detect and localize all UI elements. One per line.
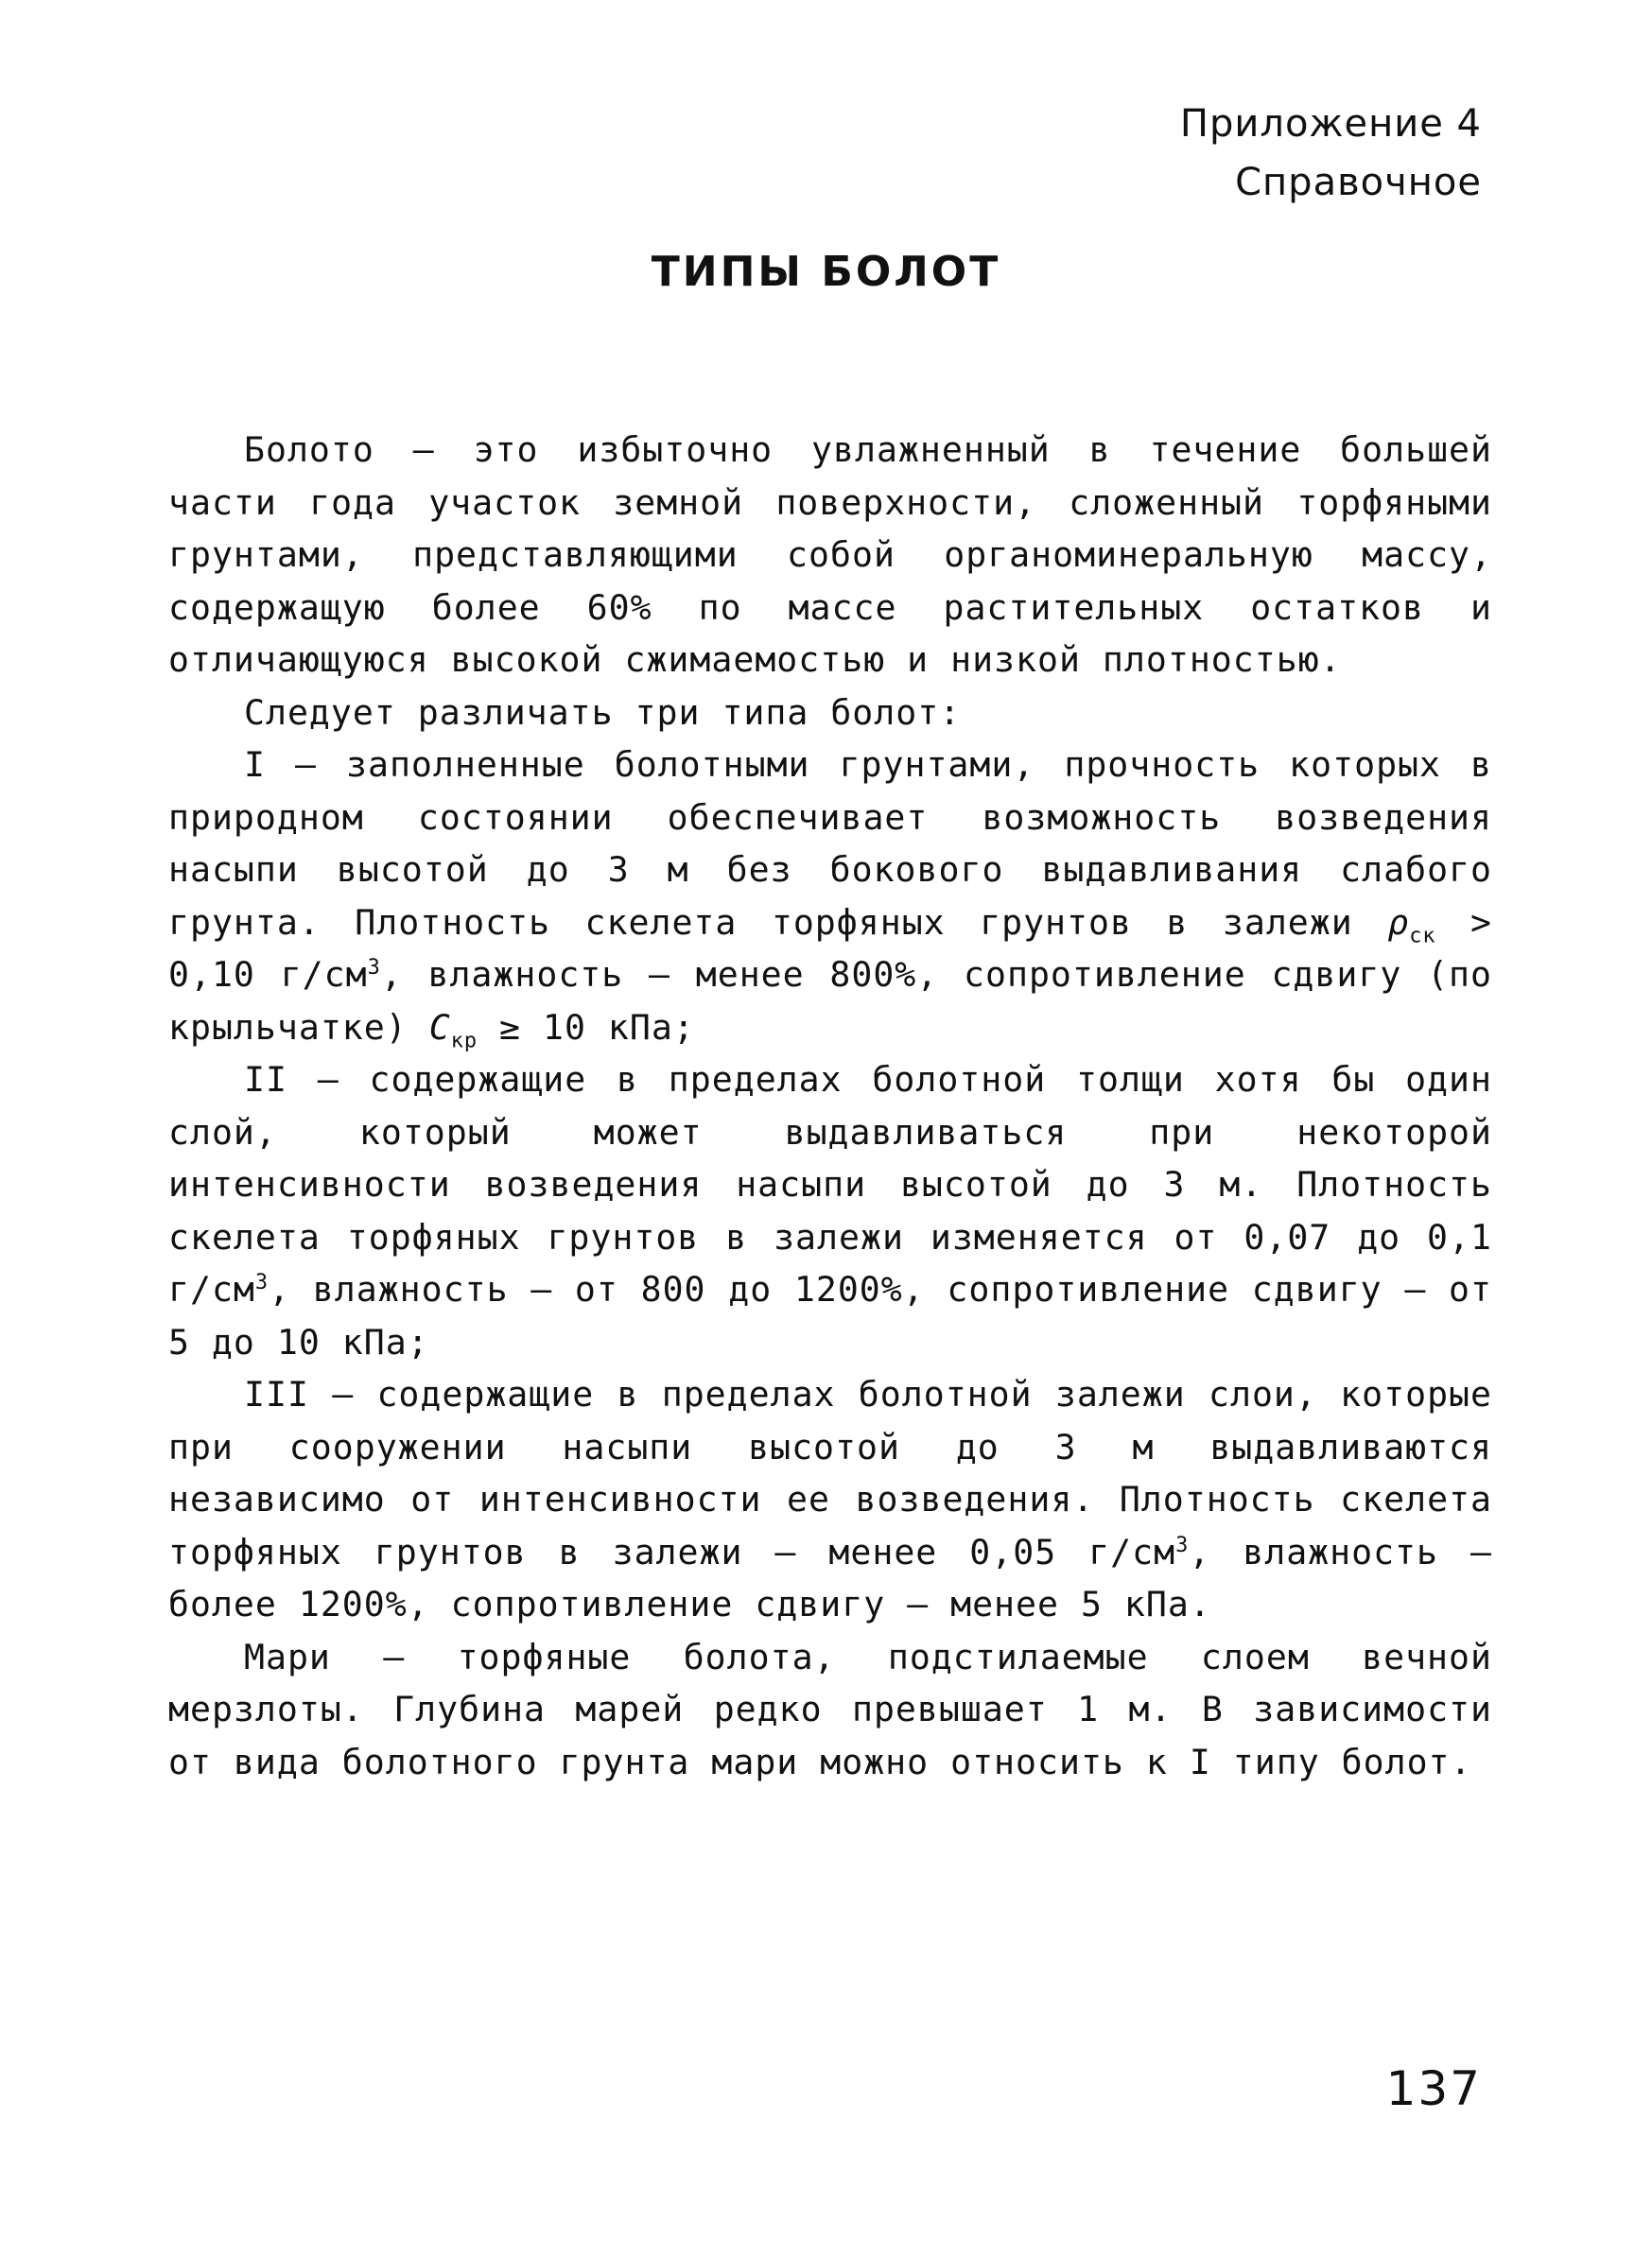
type3-text-a: III – содержащие в пределах болотной залежи слои, которые при сооружении насыпи высотой до 3 м выдавливаются независимо от интенсивности ее возведения. Плотность скелета торфяных грунтов в залежи – менее 0,05 г/см [168, 1374, 1492, 1572]
rho-symbol: ρ [1387, 901, 1410, 943]
page-title: ТИПЫ БОЛОТ [651, 248, 1001, 296]
type1-text-b: > 0,10 г/см [168, 901, 1492, 995]
appendix-header [1180, 95, 1482, 212]
type3-text-b: , влажность – более 1200%, сопротивление сдвигу – менее 5 кПа. [168, 1531, 1492, 1624]
type1-text-c: , влажность – менее 800%, сопротивление сдвигу (по крыльчатке) [168, 954, 1492, 1048]
body-text [168, 424, 1492, 1788]
paragraph-type-1 [168, 738, 1492, 1053]
paragraph-intro: Следует различать три типа болот: [244, 691, 962, 733]
page-number: 137 [1385, 2061, 1482, 2116]
type1-text-d: ≥ 10 кПа; [478, 1006, 695, 1048]
c-subscript: кр [450, 1028, 478, 1052]
paragraph-type-2 [168, 1053, 1492, 1368]
paragraph-mari: Мари – торфяные болота, подстилаемые слоем вечной мерзлоты. Глубина марей редко превышает 1 м. В зависимости от вида болотного грунта мари можно относить к I типу болот. [168, 1636, 1492, 1782]
type2-superscript: 3 [254, 1270, 270, 1294]
paragraph-type-3 [168, 1368, 1492, 1631]
appendix-type: Справочное [1235, 161, 1482, 204]
c-symbol: C [428, 1006, 451, 1048]
type3-superscript: 3 [1175, 1533, 1190, 1557]
type1-superscript: 3 [367, 955, 381, 980]
type1-text-a: I – заполненные болотными грунтами, прочность которых в природном состоянии обеспечивает возможность возведения насыпи высотой до 3 м без бокового выдавливания слабого грунта. Плотность скелета торфяных грунтов в залежи [168, 744, 1492, 943]
type2-text-b: , влажность – от 800 до 1200%, сопротивление сдвигу – от 5 до 10 кПа; [168, 1269, 1492, 1363]
paragraph-definition: Болото – это избыточно увлажненный в течение большей части года участок земной поверхности, сложенный торфяными грунтами, представляющими собой органоминеральную массу, содержащую более 60% по массе растительных остатков и отличающуюся высокой сжимаемостью и низкой плотностью. [168, 429, 1492, 680]
appendix-label: Приложение 4 [1179, 102, 1482, 146]
rho-subscript: ск [1409, 923, 1436, 947]
type2-text-a: II – содержащие в пределах болотной толщи хотя бы один слой, который может выдавливаться при некоторой интенсивности возведения насыпи высотой до 3 м. Плотность скелета торфяных грунтов в залежи изменяется от 0,07 до 0,1 г/см [168, 1059, 1492, 1310]
